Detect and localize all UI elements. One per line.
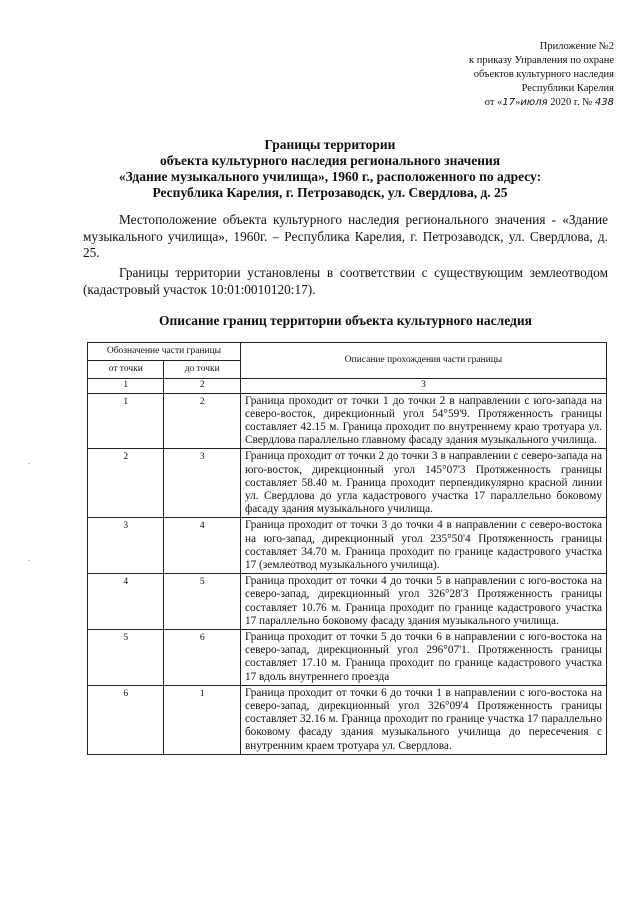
title-line: объекта культурного наследия регионального значения xyxy=(159,153,501,168)
from-point-cell: 6 xyxy=(88,685,164,754)
table-row xyxy=(88,393,607,449)
from-point-cell: 2 xyxy=(88,449,164,518)
table-row xyxy=(88,630,607,686)
location-paragraph xyxy=(83,212,608,262)
scan-margin-mark xyxy=(28,560,30,561)
description-cell: Граница проходит от точки 5 до точки 6 в направлении с юго-востока на северо-запад, дирекционный угол 296°07'1. Протяженность границы составляет 17.10 м. Граница проходит по границе кадастрового участка 17 вдоль внутреннего проезда xyxy=(240,630,606,686)
description-cell: Граница проходит от точки 3 до точки 4 в направлении с северо-востока на юго-запад, дирекционный угол 235°50'4 Протяженность границы составляет 34.70 м. Граница проходит по границе кадастрового участка 17 (землеотвод музыкального училища). xyxy=(240,518,606,574)
to-point-cell: 5 xyxy=(164,574,240,630)
location-text: Местоположение объекта культурного наследия регионального значения - «Здание музыкального училища», 1960г. – Республика Карелия, г. Петрозаводск, ул. Свердлова, д. 25. xyxy=(83,212,608,260)
table-row xyxy=(88,574,607,630)
from-point-cell: 5 xyxy=(88,630,164,686)
scan-margin-mark xyxy=(28,463,30,464)
from-point-cell: 3 xyxy=(88,518,164,574)
table-row xyxy=(88,518,607,574)
date-prefix: от « xyxy=(484,97,503,108)
header-group: Обозначение части границы xyxy=(88,343,241,361)
header-description: Описание прохождения части границы xyxy=(240,343,606,379)
description-cell: Граница проходит от точки 1 до точки 2 в направлении с юго-запада на северо-восток, дирекционный угол 54°59'9. Протяженность границы составляет 42.15 м. Граница проходит по внутреннему краю тротуара ул. Свердлова параллельно главному фасаду здания музыкального училища. xyxy=(240,393,606,449)
boundary-table xyxy=(87,342,607,755)
column-index: 2 xyxy=(164,379,240,393)
appendix-header xyxy=(394,40,614,110)
from-point-cell: 4 xyxy=(88,574,164,630)
column-index: 3 xyxy=(240,379,606,393)
to-point-cell: 2 xyxy=(164,393,240,449)
order-number: 438 xyxy=(594,97,614,108)
basis-paragraph xyxy=(83,265,608,298)
from-point-cell: 1 xyxy=(88,393,164,449)
to-point-cell: 1 xyxy=(164,685,240,754)
date-mid: » xyxy=(515,97,521,108)
appendix-line: Республики Карелия xyxy=(521,83,614,94)
date-day: 17 xyxy=(502,97,516,108)
header-from-point: от точки xyxy=(88,361,164,379)
section-title: Описание границ территории объекта культурного наследия xyxy=(159,313,532,328)
to-point-cell: 4 xyxy=(164,518,240,574)
appendix-line: Приложение №2 xyxy=(539,41,614,52)
title-line: Республика Карелия, г. Петрозаводск, ул. Свердлова, д. 25 xyxy=(152,185,508,200)
appendix-date-line xyxy=(394,96,614,110)
header-to-point: до точки xyxy=(164,361,240,379)
column-index: 1 xyxy=(88,379,164,393)
title-line: «Здание музыкального училища», 1960 г., расположенного по адресу: xyxy=(118,169,542,184)
description-cell: Граница проходит от точки 6 до точки 1 в направлении с юго-востока на северо-запад, дирекционный угол 326°09'4 Протяженность границы составляет 32.16 м. Граница проходит по границе участка 17 параллельно боковому фасаду здания музыкального училища до пересечения с внутренним краем тротуара ул. Свердлова. xyxy=(240,685,606,754)
appendix-line: к приказу Управления по охране xyxy=(469,55,614,66)
date-month: июля xyxy=(520,97,548,108)
basis-text: Границы территории установлены в соответствии с существующим землеотводом (кадастровый участок 10:01:0010120:17). xyxy=(83,265,608,297)
document-title xyxy=(60,137,600,201)
to-point-cell: 6 xyxy=(164,630,240,686)
description-cell: Граница проходит от точки 2 до точки 3 в направлении с северо-запада на юго-восток, дирекционный угол 145°07'3 Протяженность границы составляет 58.40 м. Граница проходит перпендикулярно красной линии ул. Свердлова до угла кадастрового участка 17 параллельно боковому фасаду здания музыкального училища. xyxy=(240,449,606,518)
table-row xyxy=(88,449,607,518)
title-line: Границы территории xyxy=(264,137,396,152)
description-cell: Граница проходит от точки 4 до точки 5 в направлении с юго-востока на северо-запад, дирекционный угол 326°28'3 Протяженность границы составляет 10.76 м. Граница проходит по границе кадастрового участка 17 параллельно боковому фасаду здания музыкального училища. xyxy=(240,574,606,630)
appendix-line: объектов культурного наследия xyxy=(473,69,614,80)
table-row xyxy=(88,685,607,754)
to-point-cell: 3 xyxy=(164,449,240,518)
date-year: 2020 г. № xyxy=(547,97,595,108)
